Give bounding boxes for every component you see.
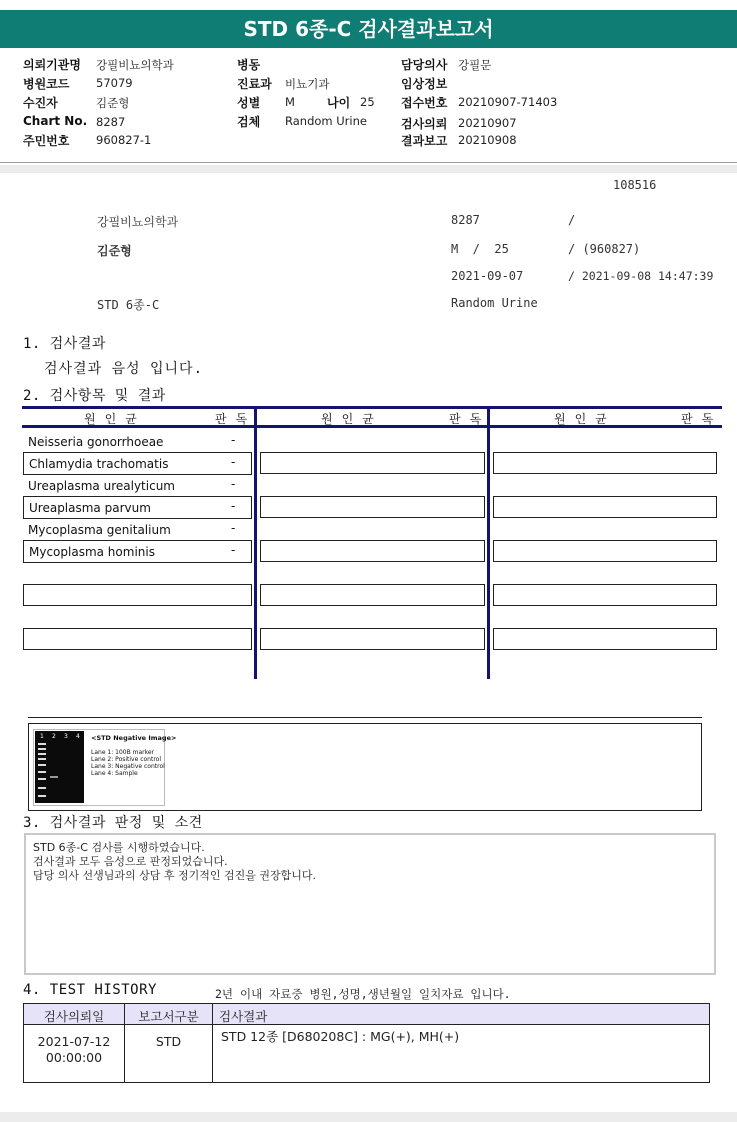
value-reception-no: 20210907-71403 [458, 95, 558, 109]
value-doctor: 강필문 [458, 58, 492, 72]
value-patient: 김준형 [96, 96, 130, 110]
pathogen-name: Chlamydia trachomatis [29, 457, 169, 471]
marker-band [38, 748, 46, 750]
pathogen-result: - [231, 455, 236, 469]
marker-band [38, 764, 46, 766]
label-specimen: 검체 [237, 115, 261, 129]
history-col-divider [212, 1003, 213, 1083]
label-resident-no: 주민번호 [23, 134, 70, 148]
info-report-datetime: / 2021-09-08 14:47:39 [568, 269, 714, 283]
label-request-date: 검사의뢰 [401, 117, 448, 131]
cell-box [260, 496, 485, 518]
history-date: 2021-07-12 [37, 1034, 111, 1049]
th-result-1: 판독 [215, 412, 257, 426]
gel-legend-line: Lane 1: 100B marker [91, 749, 155, 756]
value-specimen: Random Urine [285, 114, 367, 128]
cell-box [493, 584, 717, 606]
gel-top-rule [28, 717, 702, 718]
pathogen-name: Ureaplasma urealyticum [28, 479, 175, 493]
label-report-date: 결과보고 [401, 134, 448, 148]
label-sex: 성별 [237, 96, 261, 110]
label-age: 나이 [327, 96, 351, 110]
info-chart: 8287 [451, 213, 480, 227]
cell-box [23, 584, 252, 606]
pathogen-result: - [231, 499, 236, 513]
value-department: 비뇨기과 [285, 77, 330, 91]
th-result-3: 판독 [681, 412, 723, 426]
label-reception-no: 접수번호 [401, 96, 448, 110]
gel-legend-line: Lane 3: Negative control [91, 763, 165, 770]
marker-band [38, 778, 46, 780]
info-chart-sep: / [568, 213, 576, 227]
header-divider [0, 162, 737, 163]
value-request-date: 20210907 [458, 116, 517, 130]
info-specimen: Random Urine [451, 296, 538, 310]
value-report-date: 20210908 [458, 133, 517, 147]
history-border-top [23, 1003, 710, 1004]
th-pathogen-3: 원인균 [554, 412, 616, 426]
pathogen-name: Mycoplasma hominis [29, 545, 155, 559]
history-border-right [709, 1003, 710, 1083]
label-chart-no: Chart No. [23, 114, 88, 128]
gel-title: <STD Negative Image> [91, 734, 177, 742]
history-type: STD [155, 1034, 182, 1049]
label-doctor: 담당의사 [401, 58, 448, 72]
pathogen-name: Ureaplasma parvum [29, 501, 151, 515]
gel-legend-line: Lane 4: Sample [91, 770, 138, 777]
pathogen-result: - [231, 521, 236, 535]
report-code: 108516 [613, 178, 657, 192]
footer-gray-strip [0, 1112, 737, 1122]
marker-band [38, 753, 46, 755]
cell-box [260, 628, 485, 650]
section2-title: 2. 검사항목 및 결과 [23, 388, 166, 404]
th-pathogen-1: 원인균 [84, 412, 146, 426]
marker-band [38, 795, 46, 797]
value-chart-no: 8287 [96, 115, 126, 129]
marker-band [38, 771, 46, 773]
cell-box [493, 452, 717, 474]
pathogen-result: - [231, 433, 236, 447]
gel-legend-line: Lane 2: Positive control [91, 756, 162, 763]
lane-number: 4 [76, 733, 80, 740]
table-divider-1 [254, 406, 257, 679]
lane-number: 2 [52, 733, 56, 740]
label-department: 진료과 [237, 77, 272, 91]
cell-box [493, 496, 717, 518]
th-pathogen-2: 원인균 [321, 412, 383, 426]
section4-title: 4. TEST HISTORY [23, 982, 157, 998]
info-patient-name: 김준형 [97, 244, 132, 258]
history-th-type: 보고서구분 [138, 1009, 199, 1024]
label-patient: 수진자 [23, 96, 58, 110]
report-title: STD 6종-C 검사결과보고서 [243, 17, 494, 41]
info-request-date: 2021-09-07 [451, 269, 524, 283]
finding-line: 검사결과 모두 음성으로 판정되었습니다. [33, 855, 228, 868]
label-clinical-info: 임상정보 [401, 77, 448, 91]
section3-title: 3. 검사결과 판정 및 소견 [23, 815, 203, 831]
lane-number: 1 [40, 733, 44, 740]
value-resident-no: 960827-1 [96, 133, 152, 147]
cell-box [493, 540, 717, 562]
section1-title: 1. 검사결과 [23, 336, 106, 352]
info-birth: / (960827) [568, 242, 641, 256]
marker-band [38, 787, 46, 789]
table-top-rule [22, 406, 722, 409]
history-th-result: 검사결과 [219, 1009, 268, 1024]
positive-band [50, 776, 58, 778]
pathogen-result: - [231, 477, 236, 491]
marker-band [38, 758, 46, 760]
pathogen-result: - [231, 543, 236, 557]
history-th-date: 검사의뢰일 [43, 1009, 105, 1024]
label-ward: 병동 [237, 58, 261, 72]
history-note: 2년 이내 자료중 병원,성명,생년월일 일치자료 입니다. [215, 987, 511, 1001]
cell-box [260, 452, 485, 474]
finding-line: 담당 의사 선생님과의 상담 후 정기적인 검진을 권장합니다. [33, 869, 316, 882]
marker-band [38, 743, 46, 745]
cell-box [23, 628, 252, 650]
cell-box [260, 540, 485, 562]
info-hospital: 강필비뇨의학과 [97, 215, 179, 229]
table-divider-2 [487, 406, 490, 679]
cell-box [493, 628, 717, 650]
th-result-2: 판독 [449, 412, 491, 426]
value-hospital-code: 57079 [96, 76, 133, 90]
lane-number: 3 [64, 733, 68, 740]
info-test-name: STD 6종-C [97, 298, 160, 312]
info-sex-age: M / 25 [451, 242, 509, 256]
finding-line: STD 6종-C 검사를 시행하였습니다. [33, 841, 205, 854]
section1-result-text: 검사결과 음성 입니다. [44, 361, 204, 377]
value-age: 25 [360, 95, 375, 109]
gel-black-area [35, 731, 84, 803]
value-hospital: 강필비뇨의학과 [96, 58, 174, 72]
history-time: 00:00:00 [45, 1050, 103, 1065]
history-border-bottom [23, 1082, 710, 1083]
pathogen-name: Neisseria gonorrhoeae [28, 435, 164, 449]
label-hospital-code: 병원코드 [23, 77, 70, 91]
history-result: STD 12종 [D680208C] : MG(+), MH(+) [221, 1029, 460, 1044]
value-sex: M [285, 95, 295, 109]
cell-box [260, 584, 485, 606]
pathogen-name: Mycoplasma genitalium [28, 523, 171, 537]
header-gray-strip [0, 165, 737, 173]
label-hospital: 의뢰기관명 [23, 58, 81, 72]
